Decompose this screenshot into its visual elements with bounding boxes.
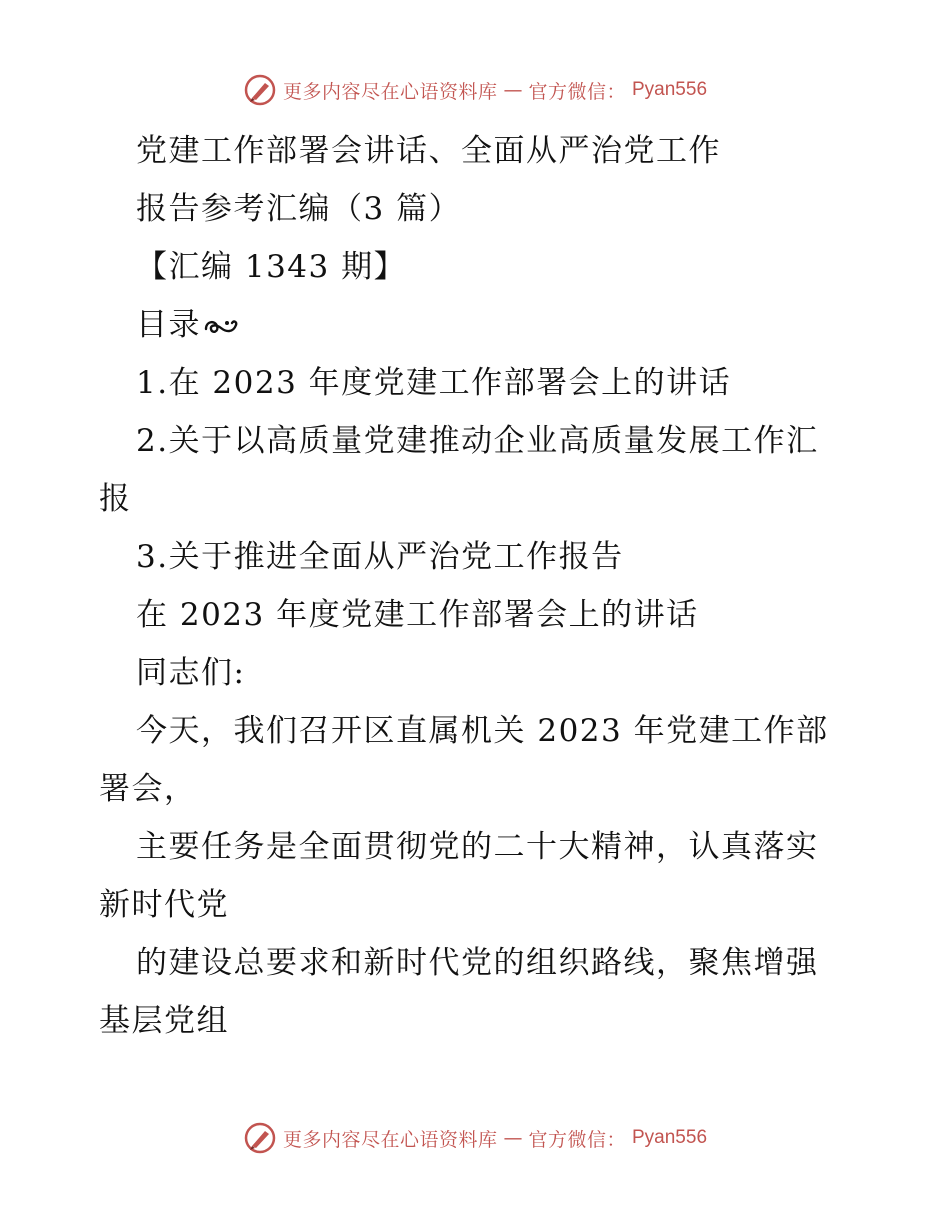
watermark-text: 更多内容尽在心语资料库 bbox=[282, 1128, 498, 1151]
pen-logo-icon bbox=[243, 1121, 277, 1155]
greeting: 同志们: bbox=[136, 655, 246, 691]
paragraph-line-6: 基层党组 bbox=[99, 1003, 229, 1039]
watermark-text: 更多内容尽在心语资料库 bbox=[282, 80, 498, 103]
watermark-footer bbox=[0, 1118, 950, 1158]
paragraph-line-1: 今天，我们召开区直属机关 2023 年党建工作部 bbox=[136, 713, 829, 749]
watermark-header bbox=[0, 70, 950, 110]
watermark-label: 官方微信： bbox=[528, 80, 626, 103]
flourish-icon bbox=[203, 313, 239, 339]
paragraph-line-3: 主要任务是全面贯彻党的二十大精神，认真落实 bbox=[136, 829, 819, 865]
toc-item-2: 2.关于以高质量党建推动企业高质量发展工作汇 bbox=[136, 423, 819, 459]
paragraph-line-5: 的建设总要求和新时代党的组织路线，聚焦增强 bbox=[136, 945, 819, 981]
paragraph-line-4: 新时代党 bbox=[99, 887, 229, 923]
paragraph-line-2: 署会， bbox=[99, 771, 197, 807]
toc-item-1: 1.在 2023 年度党建工作部署会上的讲话 bbox=[136, 365, 732, 401]
document-body bbox=[99, 122, 859, 1050]
toc-heading-row bbox=[99, 296, 859, 354]
issue-label: 【汇编 1343 期】 bbox=[136, 249, 407, 285]
toc-item-3: 3.关于推进全面从严治党工作报告 bbox=[136, 539, 624, 575]
doc-title-line-2: 报告参考汇编（3 篇） bbox=[136, 191, 462, 227]
watermark-id: Pyan556 bbox=[632, 79, 708, 100]
section-title: 在 2023 年度党建工作部署会上的讲话 bbox=[136, 597, 699, 633]
doc-title-line-1: 党建工作部署会讲话、全面从严治党工作 bbox=[136, 133, 721, 169]
watermark-dash: — bbox=[503, 79, 523, 101]
toc-item-2-wrap: 报 bbox=[99, 481, 132, 517]
toc-heading: 目录 bbox=[136, 307, 201, 343]
watermark-label: 官方微信： bbox=[528, 1128, 626, 1151]
watermark-id: Pyan556 bbox=[632, 1127, 708, 1148]
watermark-dash: — bbox=[503, 1127, 523, 1149]
pen-logo-icon bbox=[243, 73, 277, 107]
